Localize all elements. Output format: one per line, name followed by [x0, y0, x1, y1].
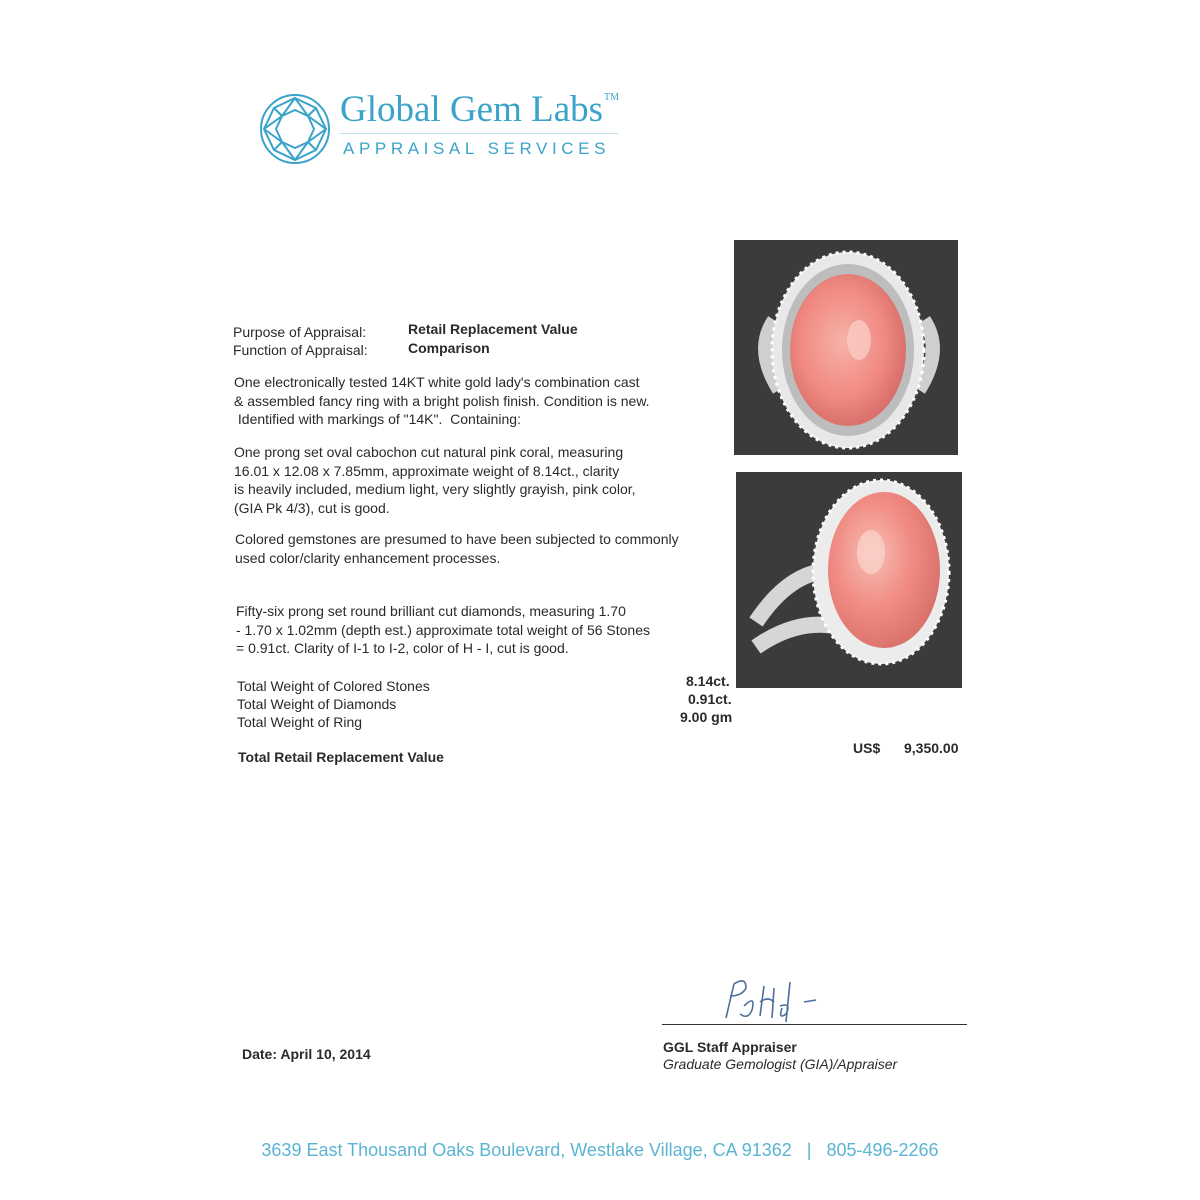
appraiser-title: GGL Staff Appraiser: [663, 1039, 797, 1055]
treatment-line: Colored gemstones are presumed to have been subjected to commonly: [235, 531, 679, 547]
appraiser-credential: Graduate Gemologist (GIA)/Appraiser: [663, 1056, 898, 1072]
footer-phone: 805-496-2266: [826, 1140, 939, 1160]
brand-subtitle: APPRAISAL SERVICES: [343, 139, 611, 158]
ring-line: One electronically tested 14KT white gold lady's combination cast: [234, 374, 640, 390]
ring-photo-front: [734, 240, 958, 455]
purpose-value: Retail Replacement Value: [408, 321, 578, 337]
gem-diamond-icon: [258, 92, 332, 166]
brand-divider: [340, 133, 618, 134]
diamond-line: = 0.91ct. Clarity of I-1 to I-2, color of H - I, cut is good.: [236, 640, 569, 656]
treatment-line: used color/clarity enhancement processes.: [235, 549, 501, 566]
signature-line: [662, 1024, 967, 1025]
function-value: Comparison: [408, 340, 490, 356]
ring-photo-side: [736, 472, 962, 688]
retail-value: 9,350.00: [904, 740, 959, 756]
retail-value-label: Total Retail Replacement Value: [238, 749, 444, 765]
coral-line: One prong set oval cabochon cut natural pink coral, measuring: [234, 444, 624, 460]
treatment-note: [235, 530, 679, 567]
brand-name: [340, 88, 619, 131]
brand-name-text: Global Gem Labs: [340, 89, 604, 130]
coral-line: (GIA Pk 4/3), cut is good.: [234, 499, 390, 516]
appraisal-date: Date: April 10, 2014: [242, 1046, 371, 1062]
function-label: Function of Appraisal:: [233, 342, 368, 358]
ring-description: [234, 373, 650, 429]
footer-address: 3639 East Thousand Oaks Boulevard, Westlake Village, CA 91362: [261, 1140, 792, 1160]
coral-description: [234, 443, 636, 517]
colored-weight-value: 8.14ct.: [686, 673, 730, 689]
ring-weight-label: Total Weight of Ring: [237, 714, 363, 730]
diamond-weight-label: Total Weight of Diamonds: [237, 696, 397, 712]
ring-line: & assembled fancy ring with a bright polish finish. Condition is new.: [234, 392, 650, 409]
appraiser-signature: [712, 966, 832, 1026]
ring-weight-value: 9.00 gm: [680, 709, 733, 725]
diamond-weight-value: 0.91ct.: [688, 691, 732, 707]
footer-separator: |: [806, 1140, 812, 1160]
coral-line: is heavily included, medium light, very slightly grayish, pink color,: [234, 481, 636, 497]
ring-line: Identified with markings of "14K". Containing:: [234, 411, 521, 427]
footer-contact: [0, 1140, 1200, 1161]
currency-label: US$: [853, 740, 881, 756]
diamond-line: Fifty-six prong set round brilliant cut diamonds, measuring 1.70: [236, 603, 626, 619]
diamond-line: - 1.70 x 1.02mm (depth est.) approximate total weight of 56 Stones: [236, 621, 650, 638]
coral-line: 16.01 x 12.08 x 7.85mm, approximate weight of 8.14ct., clarity: [234, 462, 620, 479]
trademark: TM: [604, 92, 620, 103]
purpose-label: Purpose of Appraisal:: [233, 324, 367, 340]
colored-weight-label: Total Weight of Colored Stones: [237, 678, 430, 694]
diamond-description: [236, 602, 650, 658]
